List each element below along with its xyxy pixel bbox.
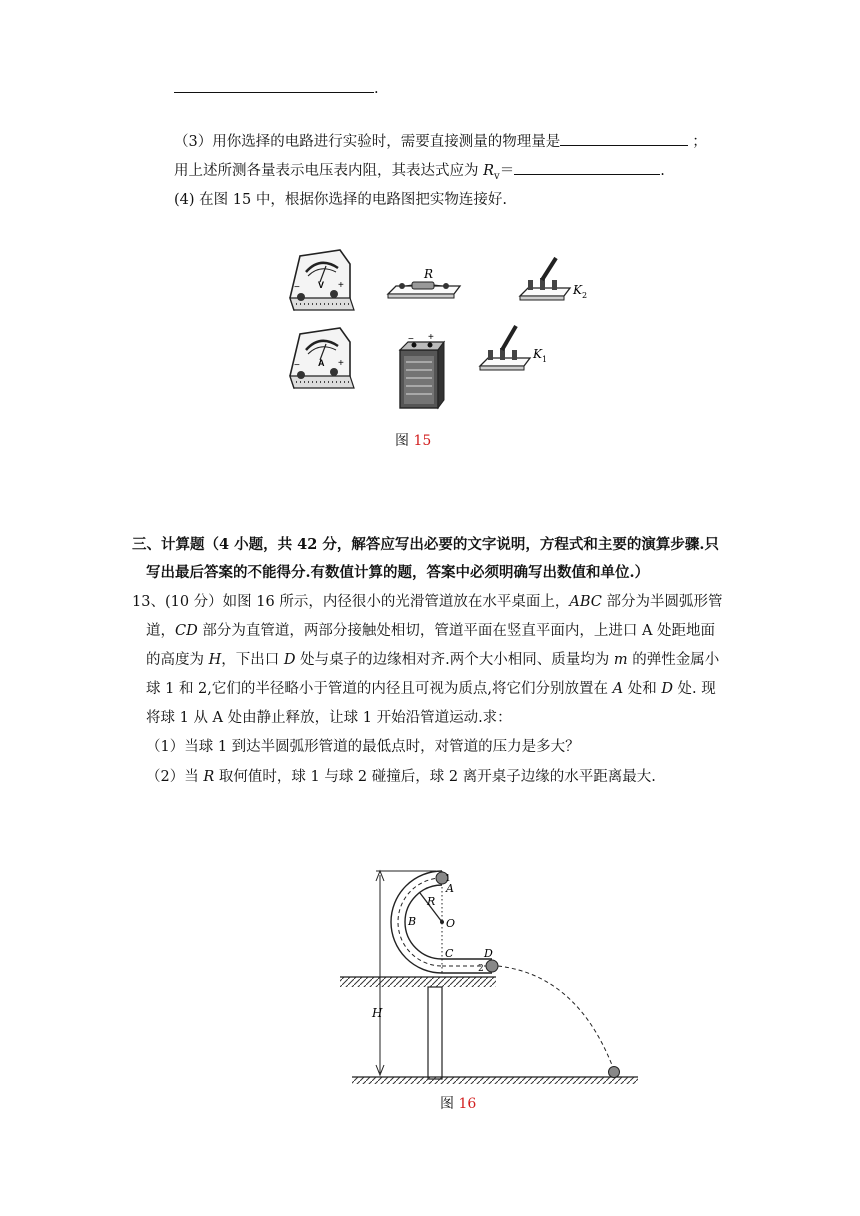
svg-text:R: R bbox=[424, 267, 434, 281]
q13-line2: 道，CD 部分为直管道，两部分接触处相切，管道平面在竖直平面内，上进口 A 处距地面 bbox=[146, 623, 716, 639]
q13-line3: 的高度为 H，下出口 D 处与桌子的边缘相对齐.两个大小相同、质量均为 m 的弹性金属小 bbox=[146, 652, 720, 668]
voltmeter-icon bbox=[290, 250, 354, 310]
switch-k1-icon bbox=[480, 326, 547, 370]
q13-subquestion-2: （2）当 R 取何值时，球 1 与球 2 碰撞后，球 2 离开桌子边缘的水平距离最大. bbox=[146, 769, 656, 785]
svg-text:+: + bbox=[428, 332, 434, 343]
svg-text:R: R bbox=[427, 895, 436, 908]
answer-line-top: . bbox=[174, 78, 379, 100]
q13-line4: 球 1 和 2,它们的半径略小于管道的内径且可视为质点,将它们分别放置在 A 处和 D 处. 现 bbox=[146, 681, 716, 697]
switch-k2-icon bbox=[520, 258, 587, 300]
ball-landing bbox=[609, 1067, 620, 1078]
trajectory bbox=[498, 966, 612, 1065]
figure-16 bbox=[336, 865, 646, 1085]
figure-16-caption: 图 16 bbox=[440, 1096, 477, 1112]
q12-item3-line2: 用上述所测各量表示电压表内阻，其表达式应为 $R_v=$ . bbox=[174, 160, 665, 188]
svg-text:H: H bbox=[372, 1006, 383, 1020]
ground bbox=[352, 1077, 638, 1084]
battery-icon bbox=[400, 332, 444, 408]
section3-heading-line1: 三、计算题（4 小题，共 42 分，解答应写出必要的文字说明，方程式和主要的演算步骤.只 bbox=[132, 536, 719, 553]
svg-text:1: 1 bbox=[445, 874, 451, 884]
answer-blank[interactable] bbox=[514, 160, 660, 175]
answer-blank[interactable] bbox=[560, 131, 688, 146]
svg-text:−: − bbox=[294, 360, 300, 371]
svg-text:1: 1 bbox=[542, 355, 548, 364]
ball-2 bbox=[486, 960, 498, 972]
figure-15-caption: 图 15 bbox=[395, 433, 432, 449]
svg-text:+: + bbox=[338, 358, 344, 369]
svg-text:V: V bbox=[318, 280, 325, 290]
svg-text:K: K bbox=[533, 347, 542, 361]
svg-text:C: C bbox=[445, 947, 454, 960]
svg-text:O: O bbox=[446, 917, 456, 930]
svg-text:A: A bbox=[318, 358, 325, 368]
q12-item3-line1: （3）用你选择的电路进行实验时，需要直接测量的物理量是 ； bbox=[174, 131, 707, 153]
svg-text:A: A bbox=[446, 882, 454, 895]
svg-text:2: 2 bbox=[478, 964, 484, 974]
ammeter-icon bbox=[290, 328, 354, 388]
answer-blank[interactable] bbox=[174, 78, 374, 93]
q13-subquestion-1: （1）当球 1 到达半圆弧形管道的最低点时，对管道的压力是多大？ bbox=[146, 739, 580, 755]
section3-heading-line2: 写出最后答案的不能得分.有数值计算的题，答案中必须明确写出数值和单位.） bbox=[146, 564, 650, 581]
q12-item4: (4) 在图 15 中，根据你选择的电路图把实物连接好. bbox=[174, 192, 507, 208]
table-leg bbox=[428, 987, 442, 1079]
q13-line1: 13、(10 分）如图 16 所示，内径很小的光滑管道放在水平桌面上，ABC 部分为半圆弧形管 bbox=[132, 594, 723, 610]
svg-text:2: 2 bbox=[582, 291, 588, 300]
figure-15 bbox=[284, 238, 624, 418]
svg-text:B: B bbox=[408, 915, 417, 928]
svg-text:+: + bbox=[338, 280, 344, 291]
svg-text:D: D bbox=[484, 947, 493, 960]
svg-text:−: − bbox=[294, 282, 300, 293]
resistor-icon bbox=[388, 267, 460, 298]
tabletop bbox=[340, 977, 496, 987]
svg-text:K: K bbox=[573, 283, 582, 297]
svg-text:−: − bbox=[408, 334, 414, 345]
q13-line5: 将球 1 从 A 处由静止释放，让球 1 开始沿管道运动.求： bbox=[146, 710, 512, 726]
